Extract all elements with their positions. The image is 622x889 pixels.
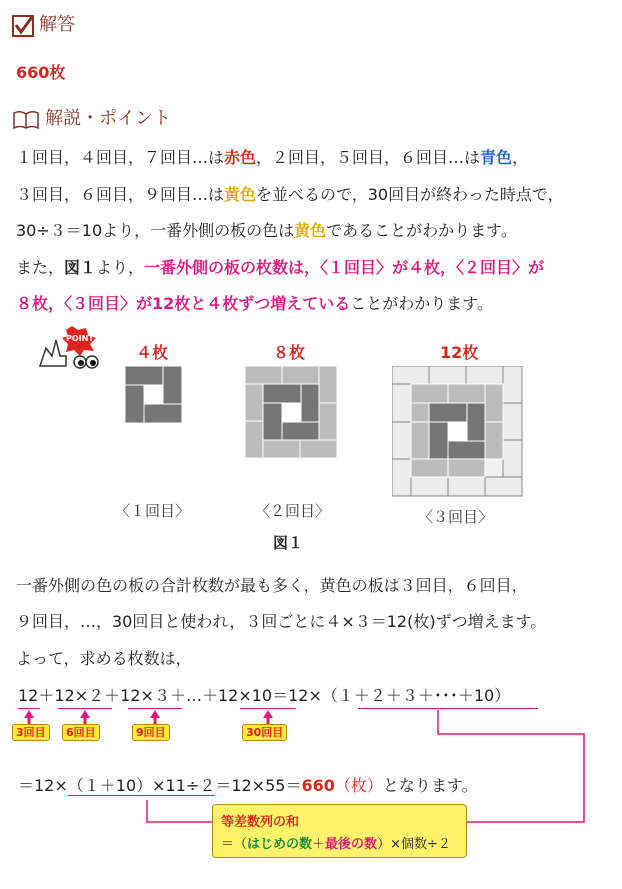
note-first-term: はじめの数	[247, 837, 313, 852]
formula2-mid: ＝12×55＝	[215, 776, 302, 795]
note-rest: ）×個数÷２	[377, 837, 451, 852]
yellow-color-word-2: 黄色	[294, 221, 327, 240]
p4-text-2: より，	[96, 258, 145, 277]
formula-equals: ＝12×	[272, 686, 322, 705]
formula2-unit: （枚）	[334, 776, 383, 795]
para-line-3	[16, 221, 517, 241]
explain-header-label: 解説・ポイント	[45, 108, 172, 129]
p2-text-2: を並べるので，30回目が終わった時点で，	[256, 185, 564, 204]
p2-text: ３回目，６回目，９回目…は	[16, 185, 225, 204]
note-title: 等差数列の和	[221, 815, 300, 830]
p1-text: １回目，４回目，７回目…は	[16, 148, 225, 167]
figure-1-label: 〈１回目〉	[115, 502, 191, 520]
formula-term-1: 12	[18, 686, 39, 705]
answer-header	[12, 10, 75, 37]
figure-ref: 図１	[64, 258, 97, 277]
tag-round-30: 30回目	[242, 724, 287, 741]
para-line-2	[16, 185, 564, 205]
note-formula	[221, 833, 451, 852]
para-line-4	[16, 258, 544, 278]
point-mascot	[36, 326, 100, 372]
note-plus: ＋	[312, 837, 326, 852]
p1-text-2: ，２回目，５回目，６回目…は	[256, 148, 481, 167]
arithmetic-series-note	[212, 804, 467, 858]
checkbox-icon	[12, 15, 34, 37]
point-badge: POINT	[66, 334, 94, 343]
formula2-sum: （１＋10）×11÷２	[67, 776, 216, 795]
formula-line-2	[18, 776, 478, 796]
formula-plus-2: ＋	[104, 686, 121, 705]
formula-ellipsis: ＋…＋	[169, 686, 218, 705]
para-line-8: よって，求める枚数は，	[16, 649, 192, 668]
formula-term-4: 12×10	[217, 686, 273, 705]
formula2-answer: 660	[301, 776, 335, 795]
formula-sum: （１＋２＋３＋･･･＋10）	[321, 686, 511, 705]
p5-text: ことがわかります。	[350, 294, 494, 313]
formula2-end: となります。	[382, 776, 478, 795]
book-icon	[12, 110, 40, 130]
yellow-color-word: 黄色	[224, 185, 257, 204]
para-line-6: 一番外側の色の板の合計枚数が最も多く，黄色の板は３回目，６回目，	[16, 576, 528, 595]
figure-3-count: 12枚	[440, 343, 479, 362]
pointing-hand-icon	[36, 326, 100, 372]
tag-round-9: 9回目	[132, 724, 170, 741]
p3-text: 30÷３＝10より，一番外側の板の色は	[16, 221, 295, 240]
figure-1-count: ４枚	[136, 343, 169, 362]
red-color-word: 赤色	[224, 148, 257, 167]
figure-2-diagram	[245, 366, 339, 460]
para-line-1	[16, 148, 528, 168]
key-point-text: 一番外側の板の枚数は，〈１回目〉が４枚，〈２回目〉が	[144, 258, 545, 277]
key-point-text-2: ８枚，〈３回目〉が12枚と４枚ずつ増えている	[16, 294, 351, 313]
figure-2-count: ８枚	[273, 343, 306, 362]
figure-2-label: 〈２回目〉	[255, 502, 331, 520]
formula2-start: ＝12×	[18, 776, 68, 795]
figure-caption: 図１	[273, 534, 304, 552]
p4-text: また，	[16, 258, 65, 277]
formula-plus: ＋	[38, 686, 55, 705]
explain-header	[12, 104, 171, 130]
para-line-5	[16, 294, 493, 314]
blue-color-word: 青色	[480, 148, 513, 167]
tag-round-3: 3回目	[12, 724, 50, 741]
note-last-term: 最後の数	[325, 837, 378, 852]
answer-value: 660枚	[16, 63, 66, 82]
p3-text-2: であることがわかります。	[326, 221, 517, 240]
para-line-7: ９回目，…，30回目と使われ，３回ごとに４×３＝12(枚)ずつ増えます。	[16, 612, 547, 631]
figure-3-label: 〈３回目〉	[418, 508, 494, 526]
figure-3-diagram	[392, 366, 524, 498]
answer-header-label: 解答	[39, 14, 76, 35]
tag-round-6: 6回目	[62, 724, 100, 741]
p1-text-3: ，	[512, 148, 529, 167]
figure-1-diagram	[125, 366, 183, 424]
note-open: ＝（	[221, 837, 248, 852]
formula-term-3: 12×３	[120, 686, 170, 705]
formula-term-2: 12×２	[54, 686, 105, 705]
